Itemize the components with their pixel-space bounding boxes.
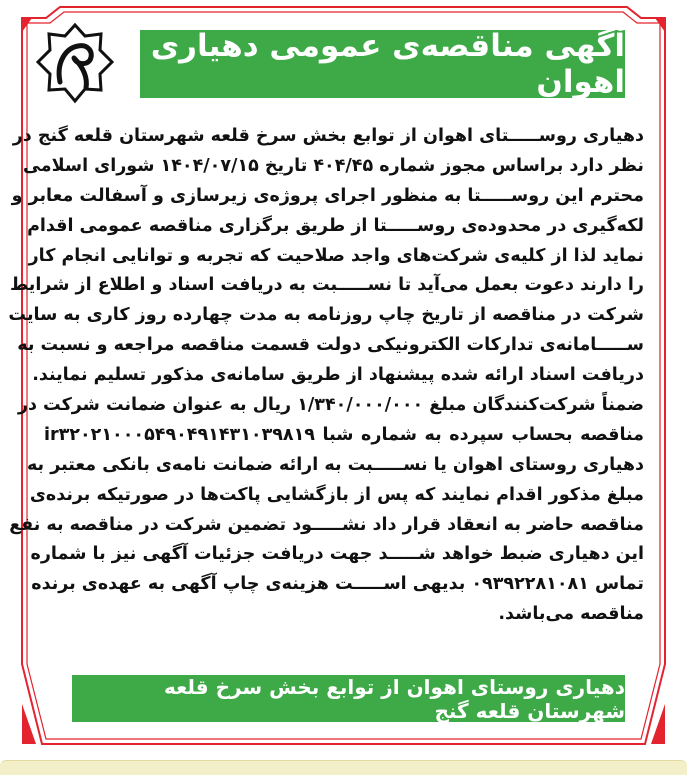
ad-body-text xyxy=(8,122,644,630)
body-line: لکه‌گیری در محدوده‌ی روســـــتا از طریق برگزاری مناقصه عمومی اقدام xyxy=(27,215,644,236)
body-line: مبلغ مذکور اقدام نمایند که پس از بازگشایی پاکت‌ها در صورتیکه برنده‌ی xyxy=(29,484,644,505)
body-line: این دهیاری ضبط خواهد شـــــد جهت دریافت جزئیات آگهی نیز با شماره xyxy=(30,544,644,565)
body-line: ضمناً شرکت‌کنندگان مبلغ ۱/۳۴۰/۰۰۰/۰۰۰ ریال به عنوان ضمانت شرکت در xyxy=(17,395,644,416)
bottom-strip xyxy=(0,760,687,775)
body-line: دریافت اسناد ارائه شده پیشنهاد از طریق سامانه‌ی مذکور تسلیم نمایند. xyxy=(32,365,644,386)
page-title: آگهی مناقصه‌ی عمومی دهیاری اهوان xyxy=(140,30,625,98)
body-line: مناقصه بحساب سپرده به شماره شبا ir۳۲۰۲۱۰۰۰۵۴۹۰۴۹۱۴۳۱۰۳۹۸۱۹ xyxy=(44,424,644,445)
logo-icon xyxy=(36,22,114,104)
body-line: را دارند دعوت بعمل می‌آید تا نســـــبت به دریافت اسناد و اطلاع از شرایط xyxy=(10,275,644,296)
body-line: دهیاری روســـــتای اهوان از توابع بخش سرخ قلعه شهرستان قلعه گنج در xyxy=(12,126,644,146)
body-line: محترم این روســـــتا به منظور اجرای پروژه‌ی زیرسازی و آسفالت معابر و xyxy=(11,185,644,206)
body-line: تماس ۰۹۳۹۲۲۸۱۰۸۱ بدیهی اســـــت هزینه‌ی چاپ آگهی به عهده‌ی برنده xyxy=(31,574,644,595)
body-line: نظر دارد براساس مجوز شماره ۴۰۴/۴۵ تاریخ ۱۴۰۴/۰۷/۱۵ شورای اسلامی xyxy=(23,155,644,176)
body-line: ســـــامانه‌ی تدارکات الکترونیکی دولت قسمت مناقصه مراجعه و نسبت به xyxy=(17,335,644,356)
body-line: مناقصه حاضر به انعقاد قرار داد نشـــــود تضمین شرکت در مناقصه به نفع xyxy=(9,514,644,535)
footer-banner: دهیاری روستای اهوان از توابع بخش سرخ قلعه شهرستان قلعه گنج xyxy=(72,675,625,722)
body-line: دهیاری روستای اهوان یا نســـــبت به ارائه ضمانت نامه‌ی بانکی معتبر به xyxy=(26,454,644,475)
body-line: نماید لذا از کلیه‌ی شرکت‌های واجد صلاحیت که تجربه و توانایی انجام کار xyxy=(28,245,644,266)
body-line: شرکت در مناقصه از تاریخ چاپ روزنامه به مدت چهارده روز کاری به سایت xyxy=(8,305,644,326)
body-line: مناقصه می‌باشد. xyxy=(498,604,644,625)
